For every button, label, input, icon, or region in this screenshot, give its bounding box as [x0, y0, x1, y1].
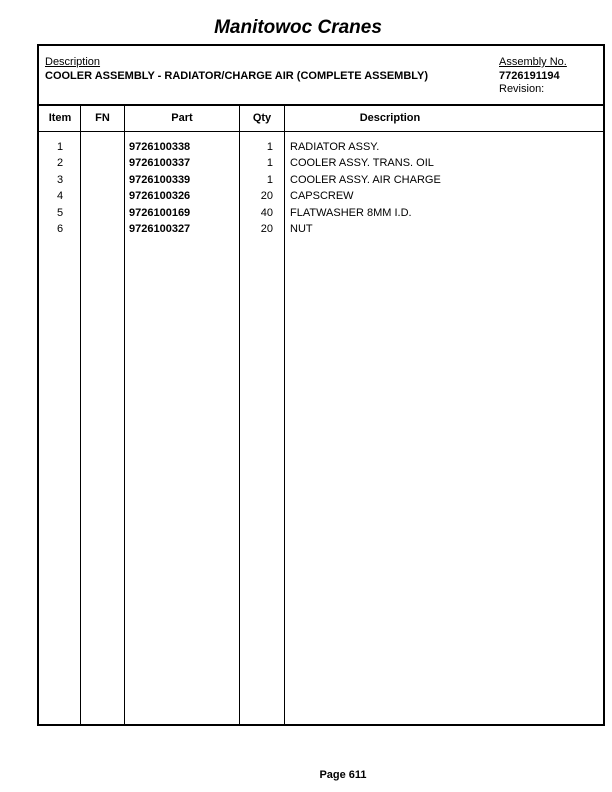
item-number: 1	[56, 141, 64, 153]
column-header-part: Part	[171, 112, 193, 124]
column-header-item: Item	[48, 112, 72, 124]
part-number: 9726100169	[129, 207, 191, 219]
page-title: Manitowoc Cranes	[214, 17, 382, 38]
part-number: 9726100338	[129, 141, 191, 153]
quantity: 1	[266, 174, 273, 186]
column-header-fn: FN	[95, 112, 110, 124]
assembly-number-label: Assembly No.	[499, 56, 567, 68]
column-divider	[124, 104, 125, 724]
part-number: 9726100339	[129, 174, 191, 186]
part-description: NUT	[290, 223, 313, 235]
part-description: COOLER ASSY. TRANS. OIL	[290, 157, 434, 169]
column-header-qty: Qty	[252, 112, 272, 124]
column-divider	[284, 104, 285, 724]
column-header-description: Description	[359, 112, 421, 124]
assembly-number: 7726191194	[499, 70, 560, 82]
item-number: 6	[56, 223, 64, 235]
part-number: 9726100326	[129, 190, 191, 202]
assembly-description: COOLER ASSEMBLY - RADIATOR/CHARGE AIR (COMPLETE ASSEMBLY)	[45, 70, 428, 82]
part-number: 9726100327	[129, 223, 191, 235]
part-description: CAPSCREW	[290, 190, 354, 202]
quantity: 1	[266, 157, 273, 169]
column-divider	[239, 104, 240, 724]
part-description: COOLER ASSY. AIR CHARGE	[290, 174, 441, 186]
quantity: 20	[260, 223, 273, 235]
page-number: Page 611	[319, 769, 367, 781]
quantity: 20	[260, 190, 273, 202]
description-label: Description	[45, 56, 101, 68]
parts-list-frame	[37, 44, 605, 726]
revision-label: Revision:	[499, 83, 545, 95]
quantity: 1	[266, 141, 273, 153]
part-description: FLATWASHER 8MM I.D.	[290, 207, 412, 219]
assembly-header	[39, 46, 603, 106]
quantity: 40	[260, 207, 273, 219]
item-number: 4	[56, 190, 64, 202]
part-number: 9726100337	[129, 157, 191, 169]
item-number: 3	[56, 174, 64, 186]
item-number: 2	[56, 157, 64, 169]
item-number: 5	[56, 207, 64, 219]
part-description: RADIATOR ASSY.	[290, 141, 380, 153]
